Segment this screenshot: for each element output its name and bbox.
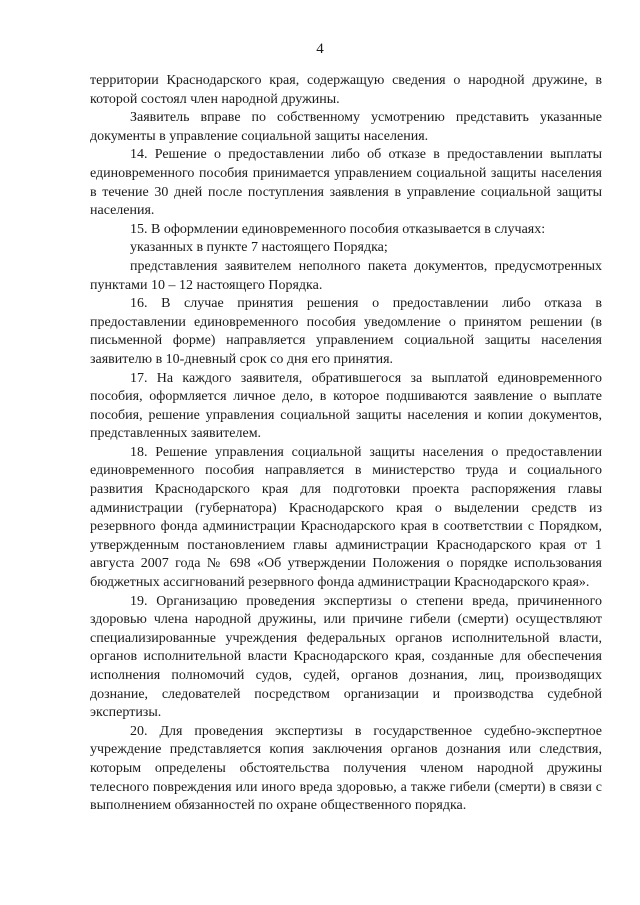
paragraph-continuation: территории Краснодарского края, содержащую сведения о народной дружине, в которой состоял член народной дружины. (90, 73, 602, 107)
paragraph-17: 17. На каждого заявителя, обратившегося за выплатой единовременного пособия, оформляется личное дело, в которое подшиваются заявление о выплате пособия, решение управления социальной защиты населения и копии документов, представленных заявителем. (90, 370, 602, 442)
paragraph-20: 20. Для проведения экспертизы в государственное судебно-экспертное учреждение представляется копия заключения органов дознания или следствия, которым определены обстоятельства получения членом народной дружины телесного повреждения или иного вреда здоровью, а также гибели (смерти) в связи с выполнением обязанностей по охране общественного порядка. (90, 723, 602, 814)
page-number: 4 (316, 41, 324, 57)
paragraph-18: 18. Решение управления социальной защиты населения о предоставлении единовременного пособия направляется в министерство труда и социального развития Краснодарского края для подготовки проекта распоряжения главы администрации (губернатора) Краснодарского края о выделении средств из резервного фонда администрации Краснодарского края в соответствии с Порядком, утвержденным постановлением главы администрации Краснодарского края от 1 августа 2007 года № 698 «Об утверждении Положения о порядке использования бюджетных ассигнований резервного фонда администрации Краснодарского края». (90, 444, 602, 591)
document-body (90, 72, 602, 816)
paragraph-16: 16. В случае принятия решения о предоставлении либо отказа в предоставлении единовременного пособия уведомление о принятом решении (в письменной форме) направляется управлением социальной защиты населения заявителю в 10-дневный срок со дня его принятия. (90, 296, 602, 367)
paragraph-15-item-1: указанных в пункте 7 настоящего Порядка; (130, 240, 388, 256)
paragraph-14: 14. Решение о предоставлении либо об отказе в предоставлении выплаты единовременного пособия принимается управлением социальной защиты населения в течение 30 дней после поступления заявления в управление социальной защиты населения. (90, 147, 602, 219)
paragraph-15: 15. В оформлении единовременного пособия отказывается в случаях: (130, 221, 546, 237)
paragraph-19: 19. Организацию проведения экспертизы о степени вреда, причиненного здоровью члена народной дружины, или причине гибели (смерти) осуществляют специализированные учреждения федеральных органов исполнительной власти, органов исполнительной власти Краснодарского края, созданные для обеспечения исполнения полномочий судов, судей, органов дознания, лиц, производящих дознание, следователей посредством организации и производства судебной экспертизы. (90, 593, 602, 721)
paragraph-15-item-2: представления заявителем неполного пакета документов, предусмотренных пунктами 10 – 12 настоящего Порядка. (90, 258, 602, 293)
paragraph-applicant-right: Заявитель вправе по собственному усмотрению представить указанные документы в управление социальной защиты населения. (90, 110, 602, 144)
